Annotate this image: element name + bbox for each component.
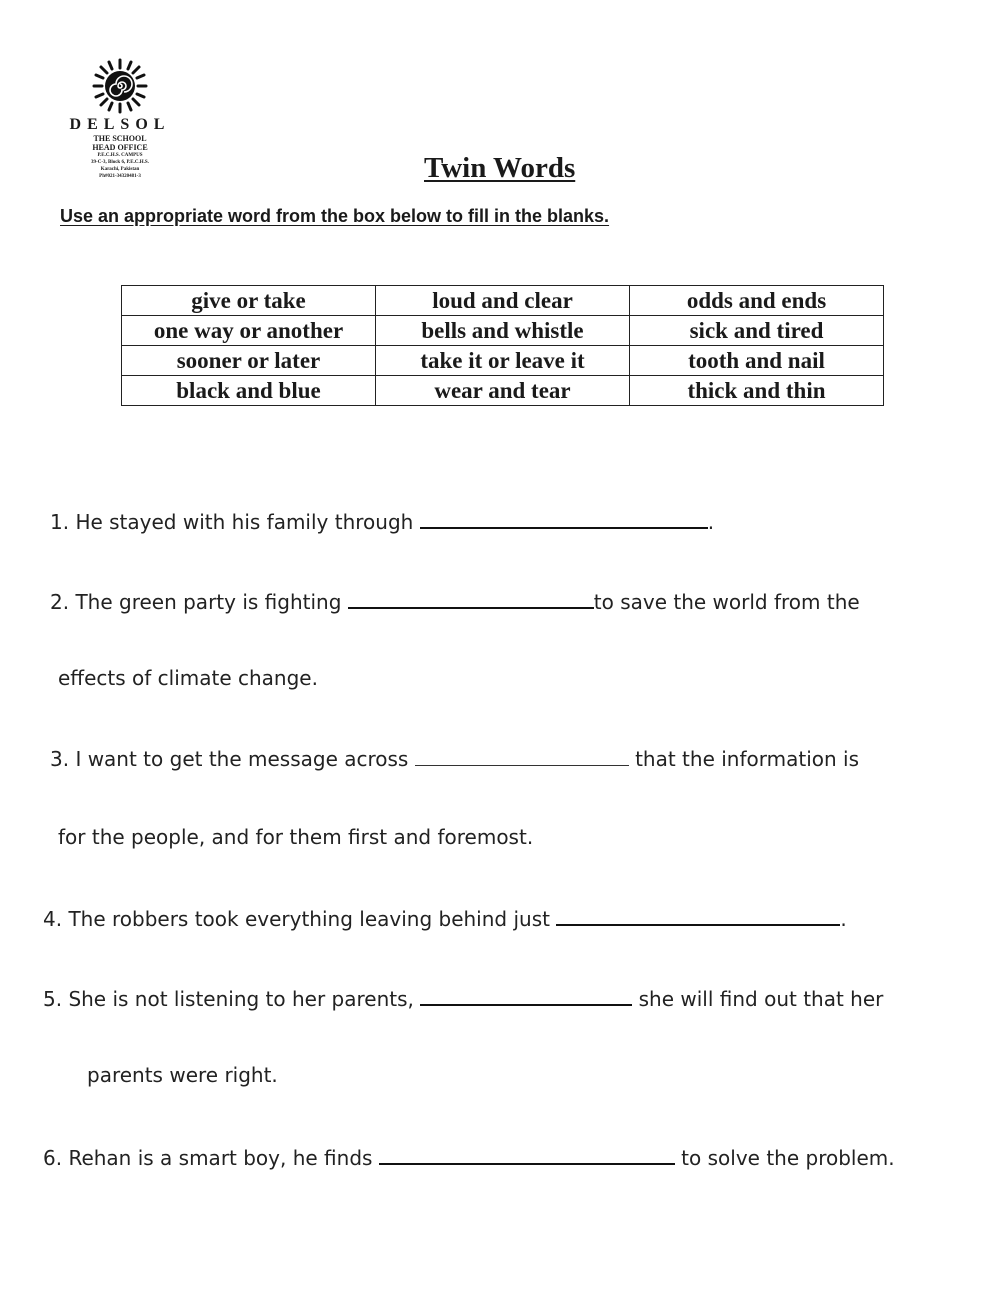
word-cell: give or take xyxy=(122,286,376,316)
question-5 xyxy=(43,984,883,1011)
school-logo xyxy=(60,58,180,186)
word-cell: tooth and nail xyxy=(630,346,884,376)
answer-blank-2[interactable] xyxy=(348,587,594,609)
instruction-text: Use an appropriate word from the box below to fill in the blanks. xyxy=(60,206,610,226)
sun-spiral-icon xyxy=(92,58,148,114)
question-3 xyxy=(50,745,859,771)
word-cell: sick and tired xyxy=(630,316,884,346)
word-cell: odds and ends xyxy=(630,286,884,316)
logo-subtitle: THE SCHOOL xyxy=(93,134,147,143)
question-5-continued: parents were right. xyxy=(87,1063,278,1087)
school-name: DELSOL xyxy=(69,116,171,133)
question-1 xyxy=(50,507,714,534)
answer-blank-5[interactable] xyxy=(420,984,632,1006)
word-cell: one way or another xyxy=(122,316,376,346)
word-cell: black and blue xyxy=(122,376,376,406)
word-cell: thick and thin xyxy=(630,376,884,406)
question-1-end: . xyxy=(707,510,715,534)
answer-blank-6[interactable] xyxy=(379,1143,675,1165)
question-5-text: 5. She is not listening to her parents, xyxy=(43,987,414,1011)
question-4-text: 4. The robbers took everything leaving behind just xyxy=(43,907,550,931)
question-2-text: 2. The green party is fighting xyxy=(50,590,342,614)
word-cell: take it or leave it xyxy=(376,346,630,376)
word-cell: wear and tear xyxy=(376,376,630,406)
question-5-text-after: she will find out that her xyxy=(638,987,884,1011)
logo-phone: Ph#021-34320481-3 xyxy=(99,174,141,179)
question-4-end: . xyxy=(840,907,847,931)
question-3-continued: for the people, and for them first and foremost. xyxy=(58,825,534,849)
answer-blank-1[interactable] xyxy=(420,507,708,529)
question-4 xyxy=(43,904,847,931)
logo-office: HEAD OFFICE xyxy=(92,143,148,152)
word-cell: bells and whistle xyxy=(376,316,630,346)
page-title: Twin Words xyxy=(424,152,576,184)
answer-blank-3[interactable] xyxy=(415,745,629,766)
question-3-text-after: that the information is xyxy=(635,747,859,771)
table-row xyxy=(122,346,884,376)
logo-address-2: Karachi, Pakistan xyxy=(100,167,140,172)
question-3-text: 3. I want to get the message across xyxy=(50,747,409,771)
table-row xyxy=(122,286,884,316)
question-6 xyxy=(43,1143,895,1170)
word-box-table xyxy=(121,285,884,406)
answer-blank-4[interactable] xyxy=(556,904,840,926)
table-row xyxy=(122,316,884,346)
question-2-text-after: to save the world from the xyxy=(593,590,860,614)
logo-address-1: 39-C-3, Block 6, P.E.C.H.S. xyxy=(91,160,149,165)
logo-campus: P.E.C.H.S. CAMPUS xyxy=(97,153,143,158)
question-6-text-after: to solve the problem. xyxy=(681,1146,895,1170)
word-cell: loud and clear xyxy=(376,286,630,316)
question-2-continued: effects of climate change. xyxy=(58,666,318,690)
question-2 xyxy=(50,587,860,614)
question-6-text: 6. Rehan is a smart boy, he finds xyxy=(43,1146,373,1170)
table-row xyxy=(122,376,884,406)
word-cell: sooner or later xyxy=(122,346,376,376)
question-1-text: 1. He stayed with his family through xyxy=(50,510,414,534)
